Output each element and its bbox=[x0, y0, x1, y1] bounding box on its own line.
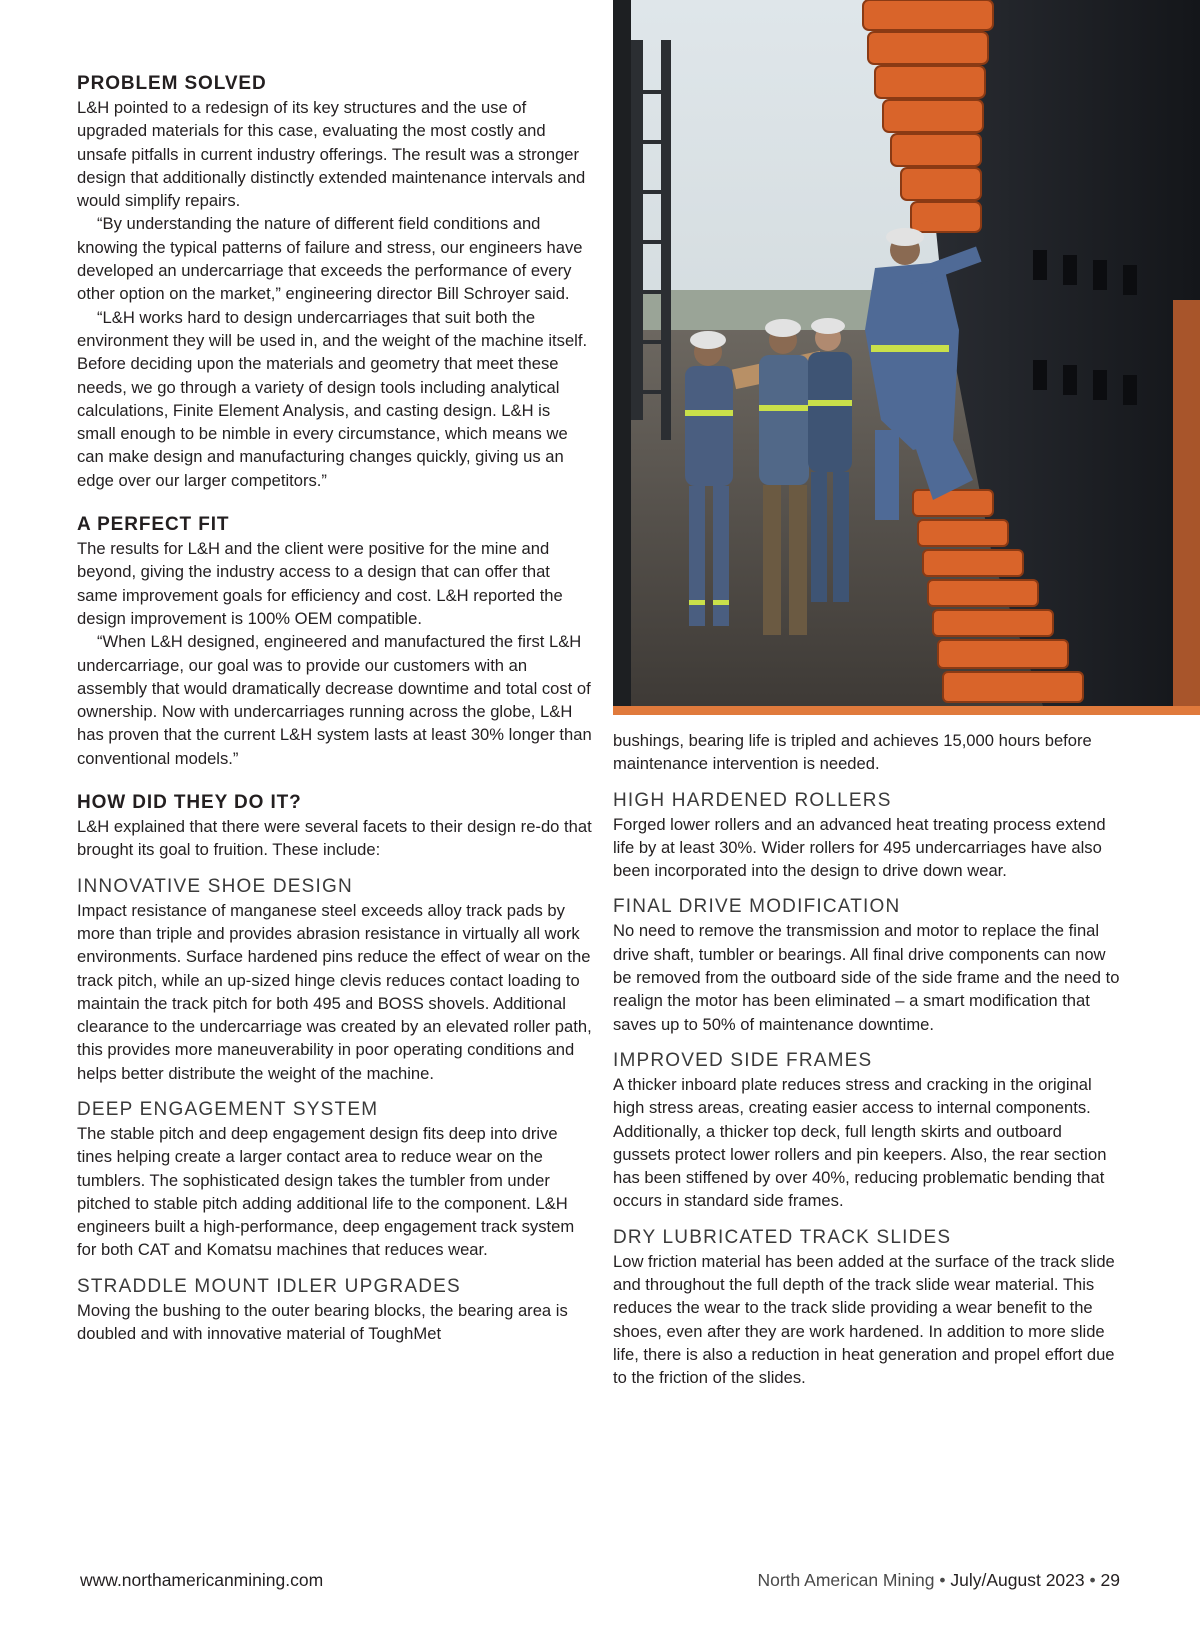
footer-separator: • bbox=[1089, 1570, 1096, 1590]
section-heading-how-did-they-do-it: HOW DID THEY DO IT? bbox=[77, 792, 302, 814]
left-column bbox=[77, 72, 593, 1345]
subheading-final-drive-modification: FINAL DRIVE MODIFICATION bbox=[613, 896, 901, 918]
paragraph: Forged lower rollers and an advanced heat treating process extend life by at least 30%. Wider rollers for 495 undercarriages have also been incorporated into the design to drive down wear. bbox=[613, 814, 1106, 881]
paragraph: Low friction material has been added at the surface of the track slide and throughout the full depth of the track slide wear material. This reduces the wear to the track slide providing a wear benefit to the shoes, even after they are work hardened. In addition to more slide life, there is also a reduction in heat generation and propel effort due to the friction of the slides. bbox=[613, 1251, 1115, 1388]
page-number: 29 bbox=[1100, 1570, 1120, 1590]
subheading-innovative-shoe-design: INNOVATIVE SHOE DESIGN bbox=[77, 875, 353, 897]
photo-illustration bbox=[613, 0, 1200, 706]
footer-website-url: www.northamericanmining.com bbox=[80, 1570, 324, 1590]
paragraph-continued: bushings, bearing life is tripled and achieves 15,000 hours before maintenance intervention is needed. bbox=[613, 731, 1092, 774]
paragraph: Impact resistance of manganese steel exceeds alloy track pads by more than triple and provides abrasion resistance in virtually all work environments. Surface hardened pins reduce the effect of wear on the track pitch, while an up-sized hinge clevis reduces contact loading to maintain the track pitch for both 495 and BOSS shovels. Additional clearance to the undercarriage was created by an elevated roller path, this provides more maneuverability in poor operating conditions and helps better distribute the weight of the machine. bbox=[77, 900, 592, 1083]
subheading-improved-side-frames: IMPROVED SIDE FRAMES bbox=[613, 1049, 873, 1071]
section-heading-a-perfect-fit: A PERFECT FIT bbox=[77, 514, 230, 536]
paragraph: The stable pitch and deep engagement design fits deep into drive tines helping create a larger contact area to reduce wear on the tumblers. The sophisticated design takes the tumbler from under pitched to stable pitch adding additional life to the component. L&H engineers built a high-performance, deep engagement track system for both CAT and Komatsu machines that reduces wear. bbox=[77, 1123, 575, 1260]
subheading-deep-engagement-system: DEEP ENGAGEMENT SYSTEM bbox=[77, 1098, 379, 1120]
paragraph: The results for L&H and the client were positive for the mine and beyond, giving the industry access to a design that can offer that same improvement goals for efficiency and cost. L&H reported the design improvement is 100% OEM compatible. bbox=[77, 539, 563, 628]
footer-publication: North American Mining bbox=[757, 1570, 935, 1590]
paragraph: “When L&H designed, engineered and manufactured the first L&H undercarriage, our goal was to provide our customers with an assembly that would dramatically decrease downtime and total cost of ownership. Now with undercarriages running across the globe, L&H has proven that the current L&H system lasts at least 30% longer than conventional models.” bbox=[77, 632, 592, 768]
footer-issue-date: July/August 2023 bbox=[950, 1570, 1085, 1590]
subheading-dry-lubricated-track-slides: DRY LUBRICATED TRACK SLIDES bbox=[613, 1226, 952, 1248]
paragraph: “L&H works hard to design undercarriages that suit both the environment they will be used in, and the weight of the machine itself. Before deciding upon the materials and geometry that meet these needs, we go through a variety of design tools including analytical calculations, Finite Element Analysis, and casting design. L&H is small enough to be nimble in every circumstance, which means we can make design and manufacturing changes quickly, giving us an edge over our larger competitors.” bbox=[77, 307, 588, 490]
subheading-straddle-mount-idler-upgrades: STRADDLE MOUNT IDLER UPGRADES bbox=[77, 1275, 461, 1297]
paragraph: No need to remove the transmission and motor to replace the final drive shaft, tumbler or bearings. All final drive components can now be removed from the outboard side of the side frame and the need to realign the motor has been eliminated – a smart modification that saves up to 50% of maintenance downtime. bbox=[613, 921, 1120, 1034]
workers-undercarriage-photo bbox=[613, 0, 1200, 715]
right-column bbox=[613, 729, 1123, 1390]
paragraph: A thicker inboard plate reduces stress and cracking in the original high stress areas, creating easier access to internal components. Additionally, a thicker top deck, full length skirts and outboard gussets protect lower rollers and pin keepers. Also, the rear section has been stiffened by over 40%, reducing problematic bending that occurs in standard side frames. bbox=[613, 1074, 1107, 1211]
paragraph: “By understanding the nature of different field conditions and knowing the typical patterns of failure and stress, our engineers have developed an undercarriage that exceeds the performance of every other option on the market,” engineering director Bill Schroyer said. bbox=[77, 214, 583, 304]
footer-separator: • bbox=[939, 1570, 946, 1590]
paragraph: Moving the bushing to the outer bearing blocks, the bearing area is doubled and with innovative material of ToughMet bbox=[77, 1300, 568, 1344]
paragraph: L&H pointed to a redesign of its key structures and the use of upgraded materials for this case, evaluating the most costly and unsafe pitfalls in current industry offerings. The result was a stronger design that additionally distinctly extended maintenance intervals and would simplify repairs. bbox=[77, 98, 586, 211]
paragraph: L&H explained that there were several facets to their design re-do that brought its goal to fruition. These include: bbox=[77, 817, 592, 860]
section-heading-problem-solved: PROBLEM SOLVED bbox=[77, 73, 267, 94]
subheading-high-hardened-rollers: HIGH HARDENED ROLLERS bbox=[613, 789, 892, 811]
footer-folio bbox=[757, 1570, 1120, 1591]
